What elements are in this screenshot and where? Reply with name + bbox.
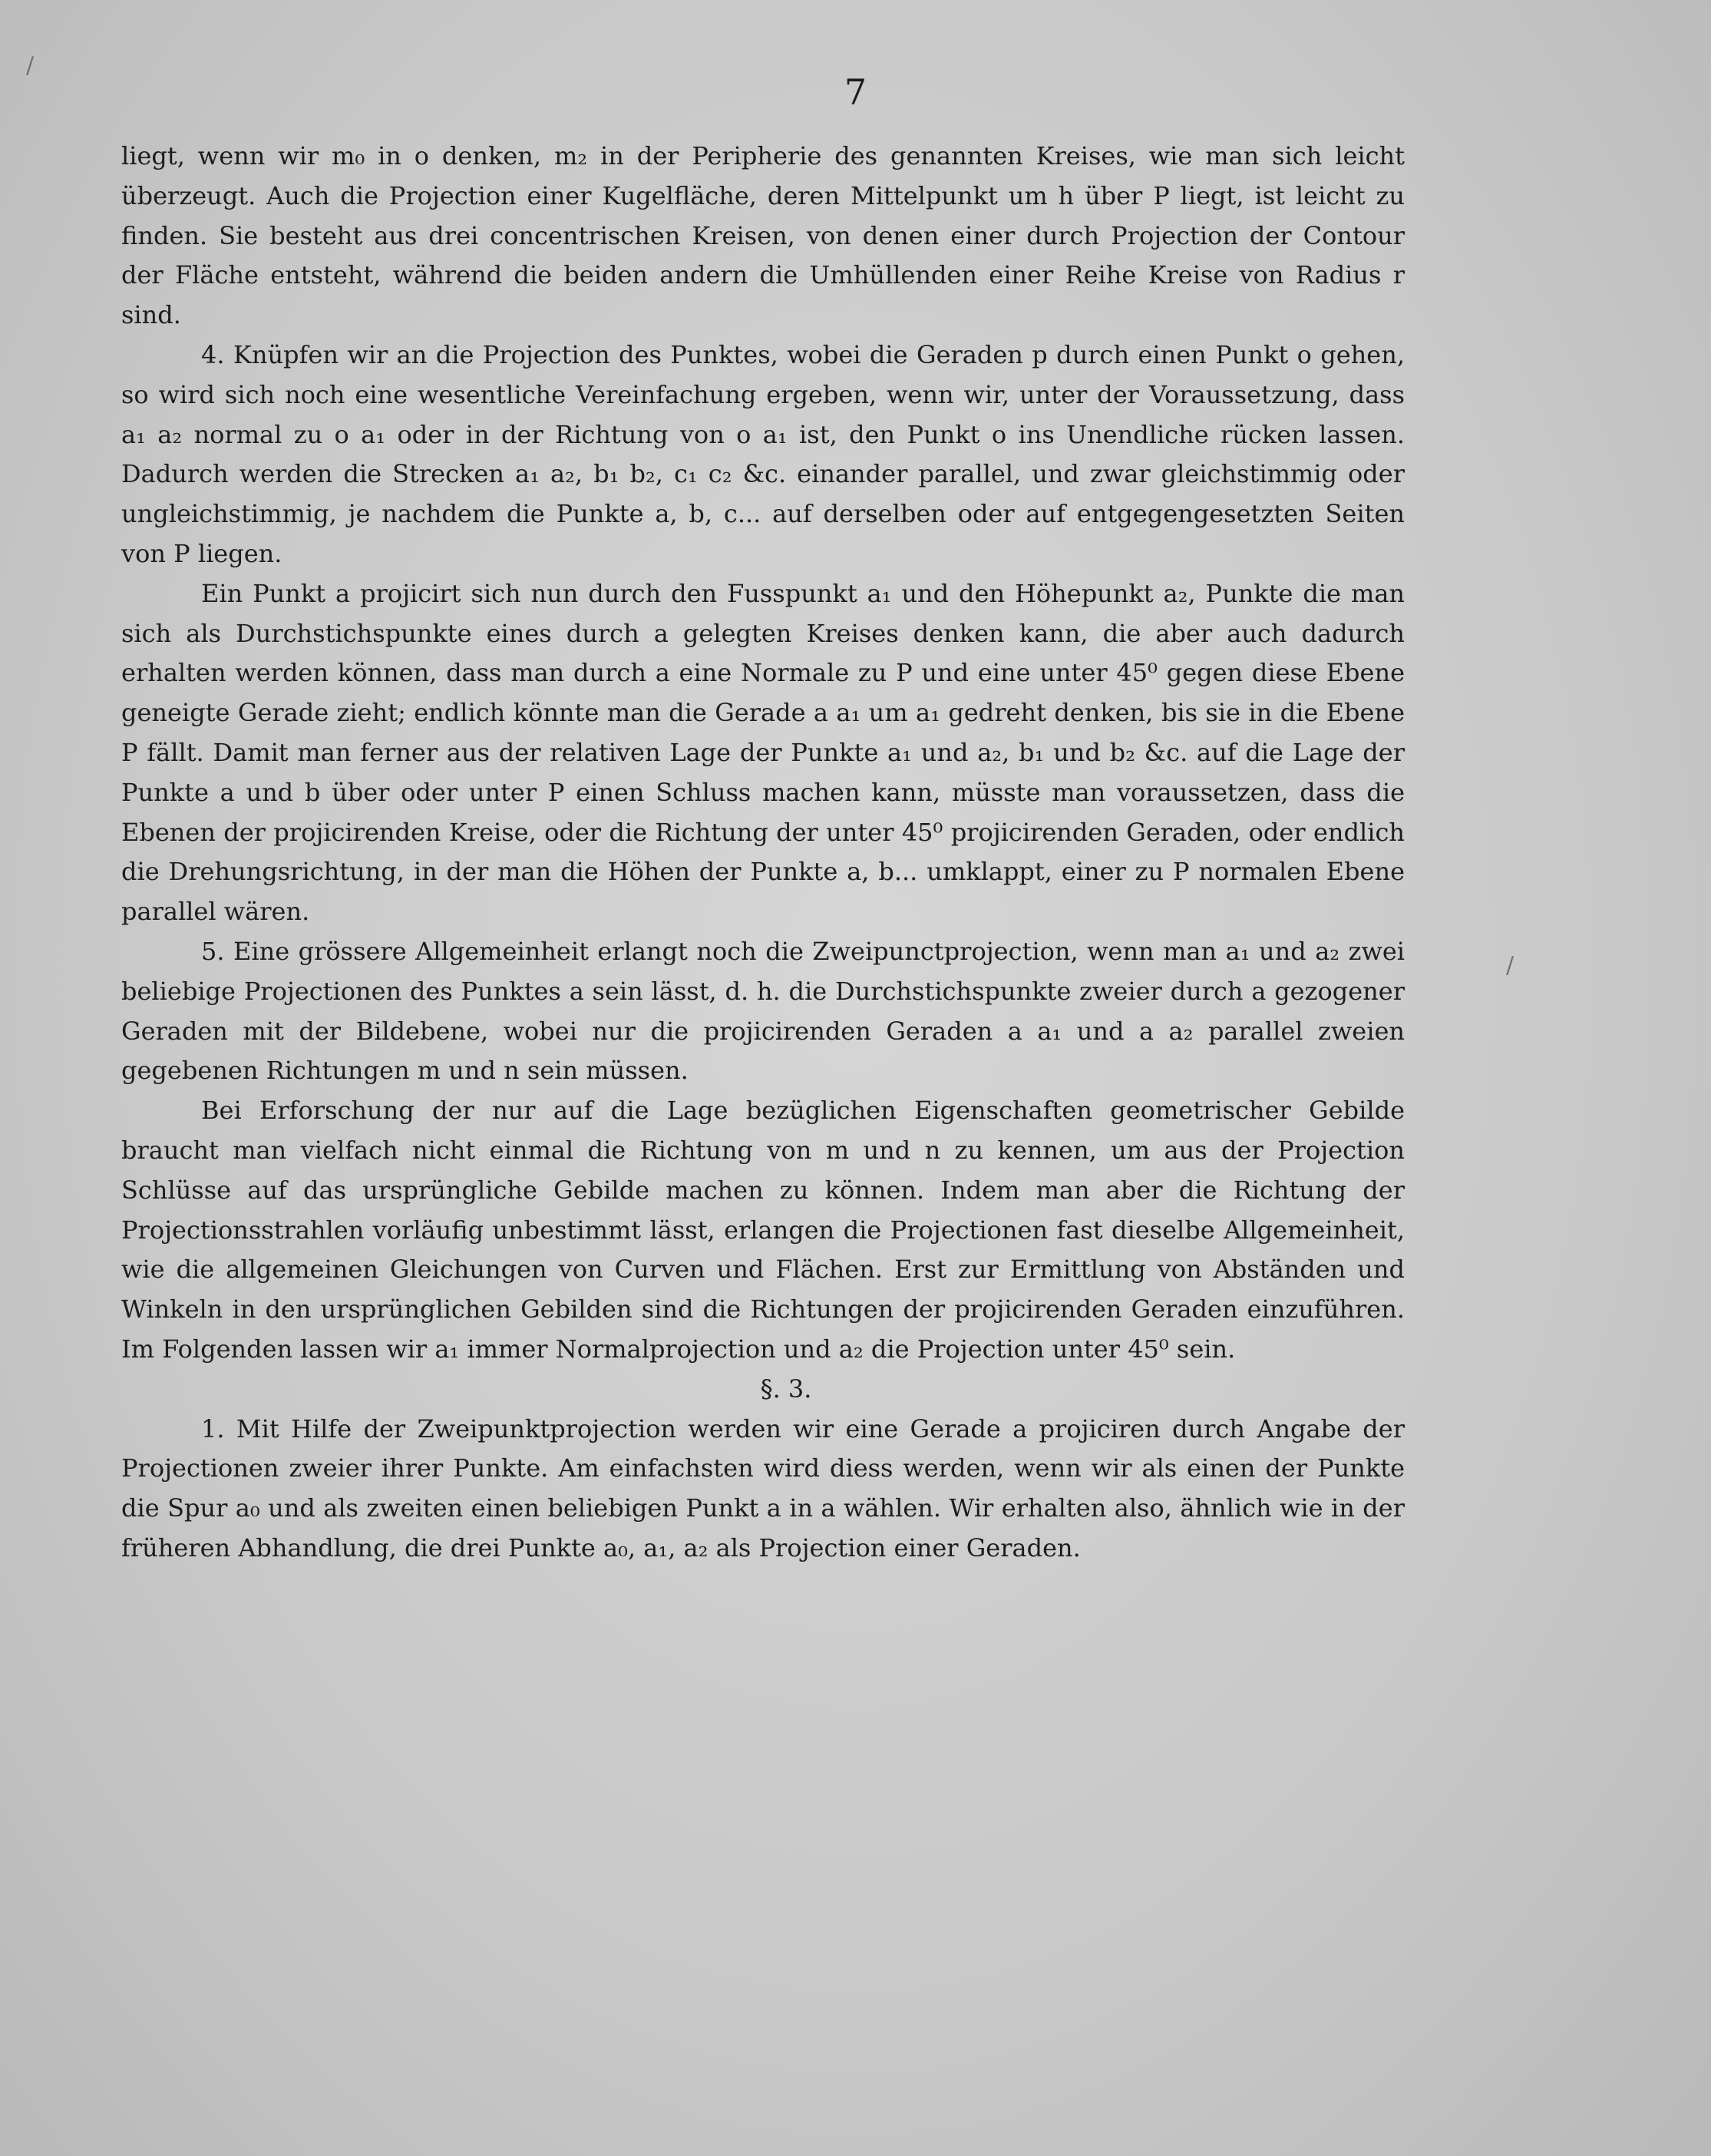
section-heading: §. 3. (760, 1374, 812, 1404)
paragraph-4: 5. Eine grössere Allgemeinheit erlangt noch die Zweipunctprojection, wenn man a₁ und a₂ zwei beliebige Projectionen des Punktes a sein lässt, d. h. die Durchstichspunkte zweier durch a gezogener Geraden mit der Bildebene, wobei nur die projicirenden Geraden a a₁ und a a₂ parallel zweien gegebenen Richtungen m und n sein müssen. (121, 936, 1405, 1086)
paragraph-3: Ein Punkt a projicirt sich nun durch den Fusspunkt a₁ und den Höhepunkt a₂, Punkte die man sich als Durchstichspunkte eines durch a gelegten Kreises denken kann, die aber auch dadurch erhalten werden können, dass man durch a eine Normale zu P und eine unter 45⁰ gegen diese Ebene geneigte Gerade zieht; endlich könnte man die Gerade a a₁ um a₁ gedreht denken, bis sie in die Ebene P fällt. Damit man ferner aus der relativen Lage der Punkte a₁ und a₂, b₁ und b₂ &c. auf die Lage der Punkte a und b über oder unter P einen Schluss machen kann, müsste man voraussetzen, dass die Ebenen der projicirenden Kreise, oder die Richtung der unter 45⁰ projicirenden Geraden, oder endlich die Drehungsrichtung, in der man die Höhen der Punkte a, b... umklappt, einer zu P normalen Ebene parallel wären. (121, 578, 1405, 927)
paragraph-5: Bei Erforschung der nur auf die Lage bezüglichen Eigenschaften geometrischer Gebilde braucht man vielfach nicht einmal die Richtung von m und n zu kennen, um aus der Projection Schlüsse auf das ursprüngliche Gebilde machen zu können. Indem man aber die Richtung der Projectionsstrahlen vorläufig unbestimmt lässt, erlangen die Projectionen fast dieselbe Allgemeinheit, wie die allgemeinen Gleichungen von Curven und Flächen. Erst zur Ermittlung von Abständen und Winkeln in den ursprünglichen Gebilden sind die Richtungen der projicirenden Geraden einzuführen. Im Folgenden lassen wir a₁ immer Normalprojection und a₂ die Projection unter 45⁰ sein. (121, 1096, 1405, 1364)
margin-mark-right: / (1506, 952, 1514, 979)
page-number: 7 (844, 71, 867, 113)
section-paragraph-1: 1. Mit Hilfe der Zweipunktprojection werden wir eine Gerade a projiciren durch Angabe der Projectionen zweier ihrer Punkte. Am einfachsten wird diess werden, wenn wir als einen der Punkte die Spur a₀ und als zweiten einen beliebigen Punkt a in a wählen. Wir erhalten also, ähnlich wie in der früheren Abhandlung, die drei Punkte a₀, a₁, a₂ als Projection einer Geraden. (121, 1414, 1405, 1562)
margin-mark-top-left: / (26, 52, 35, 79)
paragraph-2: 4. Knüpfen wir an die Projection des Punktes, wobei die Geraden p durch einen Punkt o gehen, so wird sich noch eine wesentliche Vereinfachung ergeben, wenn wir, unter der Voraussetzung, dass a₁ a₂ normal zu o a₁ oder in der Richtung von o a₁ ist, den Punkt o ins Unendliche rücken lassen. Dadurch werden die Strecken a₁ a₂, b₁ b₂, c₁ c₂ &c. einander parallel, und zwar gleichstimmig oder ungleichstimmig, je nachdem die Punkte a, b, c... auf derselben oder auf entgegengesetzten Seiten von P liegen. (121, 339, 1405, 568)
paragraph-1: liegt, wenn wir m₀ in o denken, m₂ in der Peripherie des genannten Kreises, wie man sich leicht überzeugt. Auch die Projection einer Kugelfläche, deren Mittelpunkt um h über P liegt, ist leicht zu finden. Sie besteht aus drei concentrischen Kreisen, von denen einer durch Projection der Contour der Fläche entsteht, während die beiden andern die Umhüllenden einer Reihe Kreise von Radius r sind. (121, 141, 1405, 330)
page-body (121, 137, 1405, 1569)
